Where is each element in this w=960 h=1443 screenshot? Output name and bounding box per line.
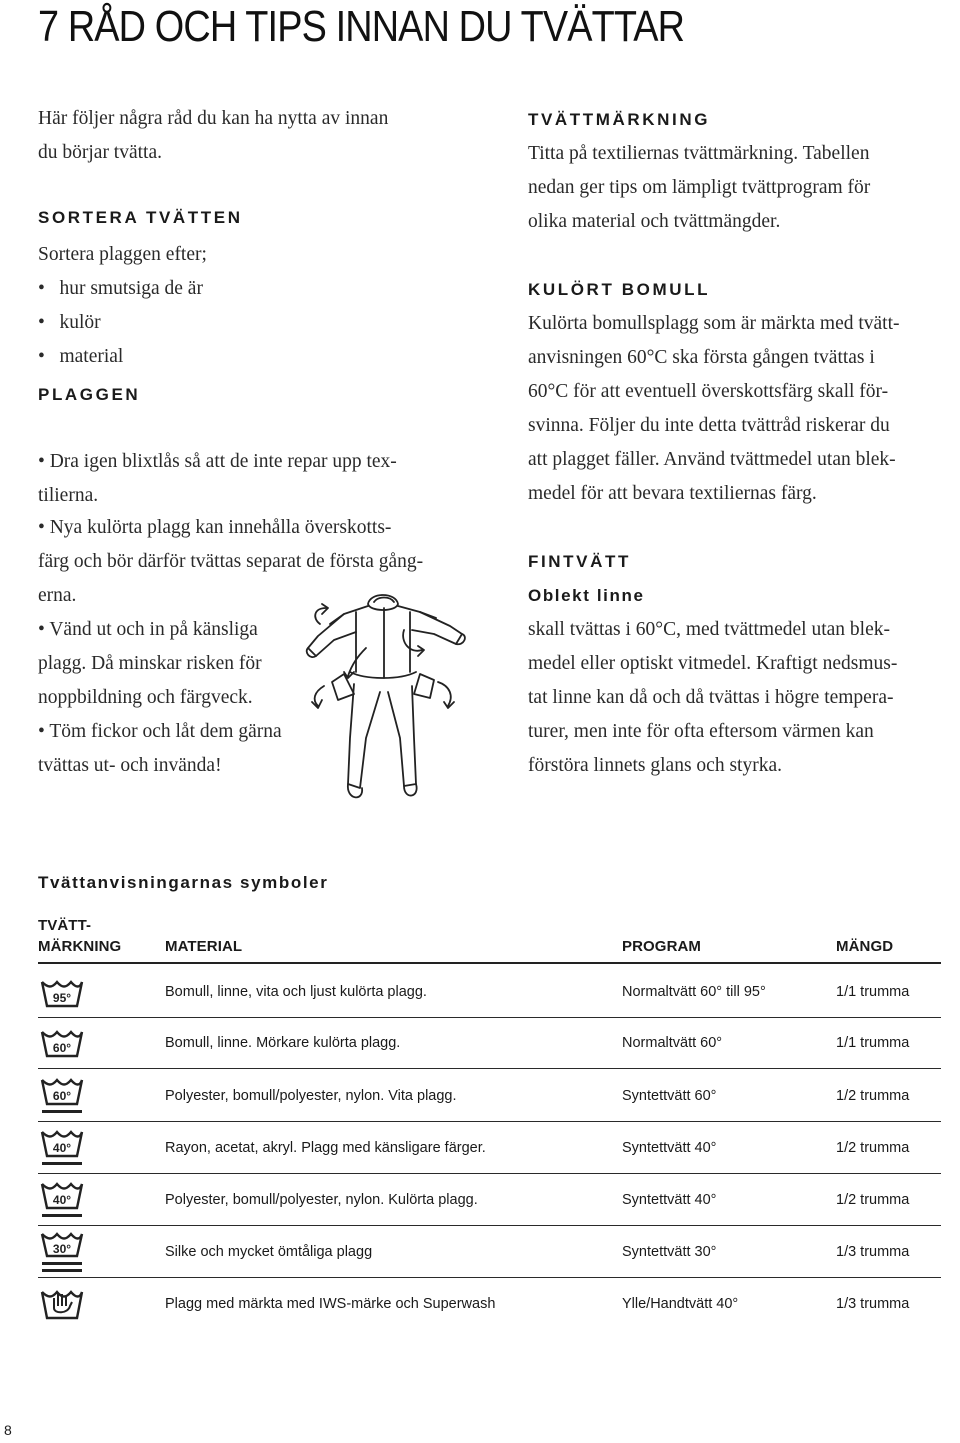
table-cell-amount: 1/3 trumma — [836, 1244, 910, 1260]
table-cell-material: Bomull, linne. Mörkare kulörta plagg. — [165, 1035, 401, 1051]
plaggen-line: • Vänd ut och in på känsliga — [38, 619, 258, 640]
wash-symbol-40-synthetic-icon — [38, 1128, 86, 1172]
table-row-rule — [38, 1225, 941, 1226]
table-cell-amount: 1/2 trumma — [836, 1192, 910, 1208]
sortera-bullet-1 — [38, 272, 203, 306]
table-cell-program: Syntettvätt 60° — [622, 1088, 717, 1104]
sortera-heading: SORTERA TVÄTTEN — [38, 208, 243, 227]
table-cell-program: Syntettvätt 30° — [622, 1244, 717, 1260]
svg-text:40°: 40° — [52, 1141, 72, 1155]
col-material: MATERIAL — [165, 938, 243, 955]
col-program: PROGRAM — [622, 938, 702, 955]
plaggen-heading: PLAGGEN — [38, 385, 141, 404]
fintvatt-heading: FINTVÄTT — [528, 552, 631, 571]
table-cell-program: Syntettvätt 40° — [622, 1192, 717, 1208]
kulort-line: medel för att bevara textiliernas färg. — [528, 483, 817, 504]
table-cell-material: Plagg med märkta med IWS-märke och Superwash — [165, 1296, 496, 1312]
wash-symbol-60-synthetic-icon — [38, 1076, 86, 1120]
svg-text:60°: 60° — [52, 1089, 72, 1103]
tvattmarkning-line: olika material och tvättmängder. — [528, 211, 781, 232]
plaggen-line: tilierna. — [38, 485, 99, 506]
col-amount: MÄNGD — [836, 938, 894, 955]
table-cell-amount: 1/3 trumma — [836, 1296, 910, 1312]
table-cell-program: Ylle/Handtvätt 40° — [622, 1296, 739, 1312]
page-number: 8 — [4, 1422, 12, 1438]
hand-wash-icon — [38, 1284, 86, 1328]
table-cell-material: Silke och mycket ömtåliga plagg — [165, 1244, 373, 1260]
garment-inside-out-illustration — [300, 588, 470, 806]
svg-text:95°: 95° — [52, 991, 72, 1005]
table-row-rule — [38, 1068, 941, 1069]
table-cell-material: Polyester, bomull/polyester, nylon. Kulörta plagg. — [165, 1192, 478, 1208]
kulort-heading: KULÖRT BOMULL — [528, 280, 711, 299]
sortera-bullet-text: material — [59, 346, 124, 367]
plaggen-line: erna. — [38, 585, 77, 606]
intro-line-2: du börjar tvätta. — [38, 142, 162, 163]
plaggen-line: plagg. Då minskar risken för — [38, 653, 262, 674]
wash-symbol-30-delicate-icon — [38, 1232, 86, 1276]
kulort-line: 60°C för att eventuell överskottsfärg skall för- — [528, 381, 889, 402]
fintvatt-subheading: Oblekt linne — [528, 586, 645, 605]
bullet-dot: • — [38, 278, 60, 299]
fintvatt-line: medel eller optiskt vitmedel. Kraftigt nedsmus- — [528, 653, 898, 674]
kulort-line: svinna. Följer du inte detta tvättråd riskerar du — [528, 415, 890, 436]
svg-text:60°: 60° — [52, 1041, 72, 1055]
sortera-lead: Sortera plaggen efter; — [38, 244, 207, 265]
symbols-title: Tvättanvisningarnas symboler — [38, 873, 329, 892]
fintvatt-line: förstöra linnets glans och styrka. — [528, 755, 782, 776]
tvattmarkning-line: nedan ger tips om lämpligt tvättprogram för — [528, 177, 871, 198]
plaggen-line: • Dra igen blixtlås så att de inte repar upp tex- — [38, 451, 397, 472]
table-cell-material: Bomull, linne, vita och ljust kulörta plagg. — [165, 984, 427, 1000]
col-marking-line1: TVÄTT- — [38, 917, 92, 934]
table-cell-program: Normaltvätt 60° till 95° — [622, 984, 766, 1000]
svg-text:30°: 30° — [52, 1242, 72, 1256]
sortera-bullet-text: hur smutsiga de är — [59, 278, 203, 299]
intro-line-1: Här följer några råd du kan ha nytta av innan — [38, 108, 389, 129]
bullet-dot: • — [38, 312, 60, 333]
table-row-rule — [38, 1017, 941, 1018]
table-cell-material: Rayon, acetat, akryl. Plagg med känsligare färger. — [165, 1140, 486, 1156]
bullet-dot: • — [38, 346, 60, 367]
plaggen-line: noppbildning och färgveck. — [38, 687, 253, 708]
fintvatt-line: skall tvättas i 60°C, med tvättmedel utan blek- — [528, 619, 890, 640]
plaggen-line: • Töm fickor och låt dem gärna — [38, 721, 282, 742]
col-marking-line2: MÄRKNING — [38, 938, 122, 955]
wash-symbol-95-icon — [38, 976, 86, 1020]
tvattmarkning-heading: TVÄTTMÄRKNING — [528, 110, 711, 129]
table-cell-material: Polyester, bomull/polyester, nylon. Vita plagg. — [165, 1088, 457, 1104]
table-cell-amount: 1/2 trumma — [836, 1088, 910, 1104]
kulort-line: Kulörta bomullsplagg som är märkta med tvätt- — [528, 313, 900, 334]
kulort-line: anvisningen 60°C ska första gången tvättas i — [528, 347, 875, 368]
table-cell-amount: 1/1 trumma — [836, 1035, 910, 1051]
table-cell-program: Syntettvätt 40° — [622, 1140, 717, 1156]
wash-symbol-40-synthetic-icon — [38, 1180, 86, 1224]
page-title: 7 RÅD OCH TIPS INNAN DU TVÄTTAR — [38, 2, 685, 51]
kulort-line: att plagget fäller. Använd tvättmedel utan blek- — [528, 449, 896, 470]
table-cell-amount: 1/1 trumma — [836, 984, 910, 1000]
table-row-rule — [38, 1121, 941, 1122]
fintvatt-line: turer, men inte för ofta eftersom värmen kan — [528, 721, 874, 742]
sortera-bullet-2 — [38, 306, 101, 340]
svg-text:40°: 40° — [52, 1193, 72, 1207]
plaggen-line: färg och bör därför tvättas separat de första gång- — [38, 551, 424, 572]
table-cell-amount: 1/2 trumma — [836, 1140, 910, 1156]
table-header-rule — [38, 962, 941, 964]
sortera-bullet-text: kulör — [59, 312, 101, 333]
plaggen-line: • Nya kulörta plagg kan innehålla överskotts- — [38, 517, 392, 538]
table-row-rule — [38, 1277, 941, 1278]
plaggen-line: tvättas ut- och invända! — [38, 755, 222, 776]
sortera-bullet-3 — [38, 340, 123, 374]
wash-symbol-60-icon — [38, 1026, 86, 1070]
fintvatt-line: tat linne kan då och då tvättas i högre tempera- — [528, 687, 894, 708]
table-cell-program: Normaltvätt 60° — [622, 1035, 723, 1051]
tvattmarkning-line: Titta på textiliernas tvättmärkning. Tabellen — [528, 143, 870, 164]
table-row-rule — [38, 1173, 941, 1174]
